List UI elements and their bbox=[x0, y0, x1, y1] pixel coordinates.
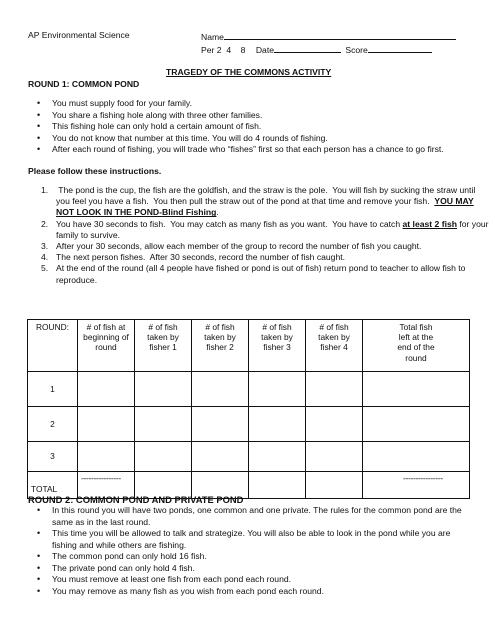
table-cell[interactable] bbox=[249, 372, 306, 407]
list-item: • You do not know that number at this time. You will do 4 rounds of fishing. bbox=[28, 133, 478, 145]
round2-heading: ROUND 2: COMMON POND AND PRIVATE POND bbox=[28, 494, 244, 505]
table-cell[interactable] bbox=[363, 442, 470, 472]
score-label: Score bbox=[345, 45, 368, 55]
table-cell[interactable] bbox=[135, 442, 192, 472]
round1-heading: ROUND 1: COMMON POND bbox=[28, 79, 140, 89]
step-text: After your 30 seconds, allow each member of the group to record the number of fish you caught. bbox=[56, 241, 422, 252]
table-header-row bbox=[28, 320, 470, 372]
step-number: 1. bbox=[41, 185, 49, 195]
header-fish-beginning: # of fish at beginning of round bbox=[78, 320, 135, 372]
course-name: AP Environmental Science bbox=[28, 30, 130, 40]
table-cell[interactable] bbox=[78, 442, 135, 472]
list-item: • The private pond can only hold 4 fish. bbox=[28, 563, 478, 575]
table-row bbox=[28, 372, 470, 407]
round1-table bbox=[27, 319, 470, 499]
header-total-left: Total fish left at the end of the round bbox=[363, 320, 470, 372]
instructions-heading: Please follow these instructions. bbox=[28, 166, 162, 176]
step-text: The next person fishes. After 30 seconds, record the number of fish caught. bbox=[56, 252, 346, 263]
table-cell[interactable] bbox=[306, 442, 363, 472]
name-label: Name bbox=[201, 32, 224, 42]
list-item bbox=[28, 218, 489, 241]
step-text: reproduce. bbox=[56, 274, 98, 285]
step-text: You have 30 seconds to fish. You may catch as many fish as you want. You have to catch bbox=[56, 218, 403, 229]
round1-bullet-list bbox=[28, 98, 478, 156]
step-number: 2. bbox=[41, 218, 49, 229]
table-row bbox=[28, 442, 470, 472]
list-item: • You may remove as many fish as you wish from each pond each round. bbox=[28, 586, 478, 598]
list-item bbox=[28, 185, 478, 219]
header-fisher-3: # of fish taken by fisher 3 bbox=[249, 320, 306, 372]
table-cell[interactable] bbox=[306, 407, 363, 442]
step-emphasis: NOT LOOK IN THE POND-Blind Fishing bbox=[56, 207, 217, 218]
table-cell[interactable] bbox=[249, 442, 306, 472]
step-emphasis: at least 2 fish bbox=[402, 218, 457, 229]
list-item bbox=[28, 252, 478, 263]
table-cell[interactable] bbox=[78, 372, 135, 407]
row-label: 1 bbox=[28, 372, 78, 407]
header-fisher-4: # of fish taken by fisher 4 bbox=[306, 320, 363, 372]
list-item: • You must supply food for your family. bbox=[28, 98, 478, 110]
list-item: • You share a fishing hole along with three other families. bbox=[28, 110, 478, 122]
step-text: . bbox=[216, 207, 219, 218]
row-label: 2 bbox=[28, 407, 78, 442]
name-field[interactable] bbox=[201, 30, 456, 42]
list-item: • The common pond can only hold 16 fish. bbox=[28, 551, 478, 563]
total-label: TOTAL bbox=[28, 472, 78, 499]
table-cell[interactable] bbox=[249, 472, 306, 499]
step-text: At the end of the round (all 4 people have fished or pond is out of fish) return pond to teacher to allow fish to bbox=[56, 263, 466, 274]
per-label: Per bbox=[201, 45, 215, 55]
period-options: 2 4 8 bbox=[216, 45, 246, 55]
table-row bbox=[28, 407, 470, 442]
list-item bbox=[28, 241, 478, 252]
table-cell[interactable] bbox=[306, 372, 363, 407]
period-date-score-line bbox=[201, 43, 432, 55]
total-dash-cell: ---------------- bbox=[78, 472, 135, 499]
round2-bullet-list bbox=[28, 505, 478, 597]
step-text: you feel you have a fish. You then pull the straw out of the pond at that time and remove your fish. bbox=[56, 196, 435, 207]
header-round: ROUND: bbox=[28, 320, 78, 372]
table-cell[interactable] bbox=[192, 372, 249, 407]
header-fisher-1: # of fish taken by fisher 1 bbox=[135, 320, 192, 372]
step-number: 3. bbox=[41, 241, 49, 252]
step-text: for your bbox=[456, 218, 489, 229]
step-number: 5. bbox=[41, 263, 49, 274]
step-text: The pond is the cup, the fish are the goldfish, and the straw is the pole. You will fish by sucking the straw until bbox=[56, 185, 476, 195]
table-cell[interactable] bbox=[249, 407, 306, 442]
table-cell[interactable] bbox=[363, 407, 470, 442]
page-title: TRAGEDY OF THE COMMONS ACTIVITY bbox=[166, 67, 332, 77]
table-cell[interactable] bbox=[135, 372, 192, 407]
table-cell[interactable] bbox=[192, 442, 249, 472]
row-label: 3 bbox=[28, 442, 78, 472]
list-item: • After each round of fishing, you will trade who “fishes” first so that each person has a chance to go first. bbox=[28, 144, 478, 156]
list-item: • You must remove at least one fish from each pond each round. bbox=[28, 574, 478, 586]
total-dash-cell: ---------------- bbox=[363, 472, 470, 499]
step-text: family to survive. bbox=[56, 229, 120, 240]
table-cell[interactable] bbox=[306, 472, 363, 499]
date-label: Date bbox=[255, 45, 274, 55]
table-cell[interactable] bbox=[135, 407, 192, 442]
table-cell[interactable] bbox=[363, 372, 470, 407]
step-number: 4. bbox=[41, 252, 49, 263]
list-item: • This fishing hole can only hold a certain amount of fish. bbox=[28, 121, 478, 133]
table-cell[interactable] bbox=[78, 407, 135, 442]
name-blank[interactable] bbox=[224, 30, 456, 40]
score-blank[interactable] bbox=[368, 43, 432, 53]
instruction-steps bbox=[28, 185, 489, 286]
list-item: • In this round you will have two ponds, one common and one private. The rules for the common pond are the same as in the last round. bbox=[28, 505, 478, 528]
header-fisher-2: # of fish taken by fisher 2 bbox=[192, 320, 249, 372]
table-cell[interactable] bbox=[192, 407, 249, 442]
step-emphasis: YOU MAY bbox=[434, 196, 474, 207]
list-item: • This time you will be allowed to talk and strategize. You will also be able to look in the pond while you are fishing and while others are fishing. bbox=[28, 528, 478, 551]
list-item bbox=[28, 263, 478, 285]
date-blank[interactable] bbox=[274, 43, 341, 53]
